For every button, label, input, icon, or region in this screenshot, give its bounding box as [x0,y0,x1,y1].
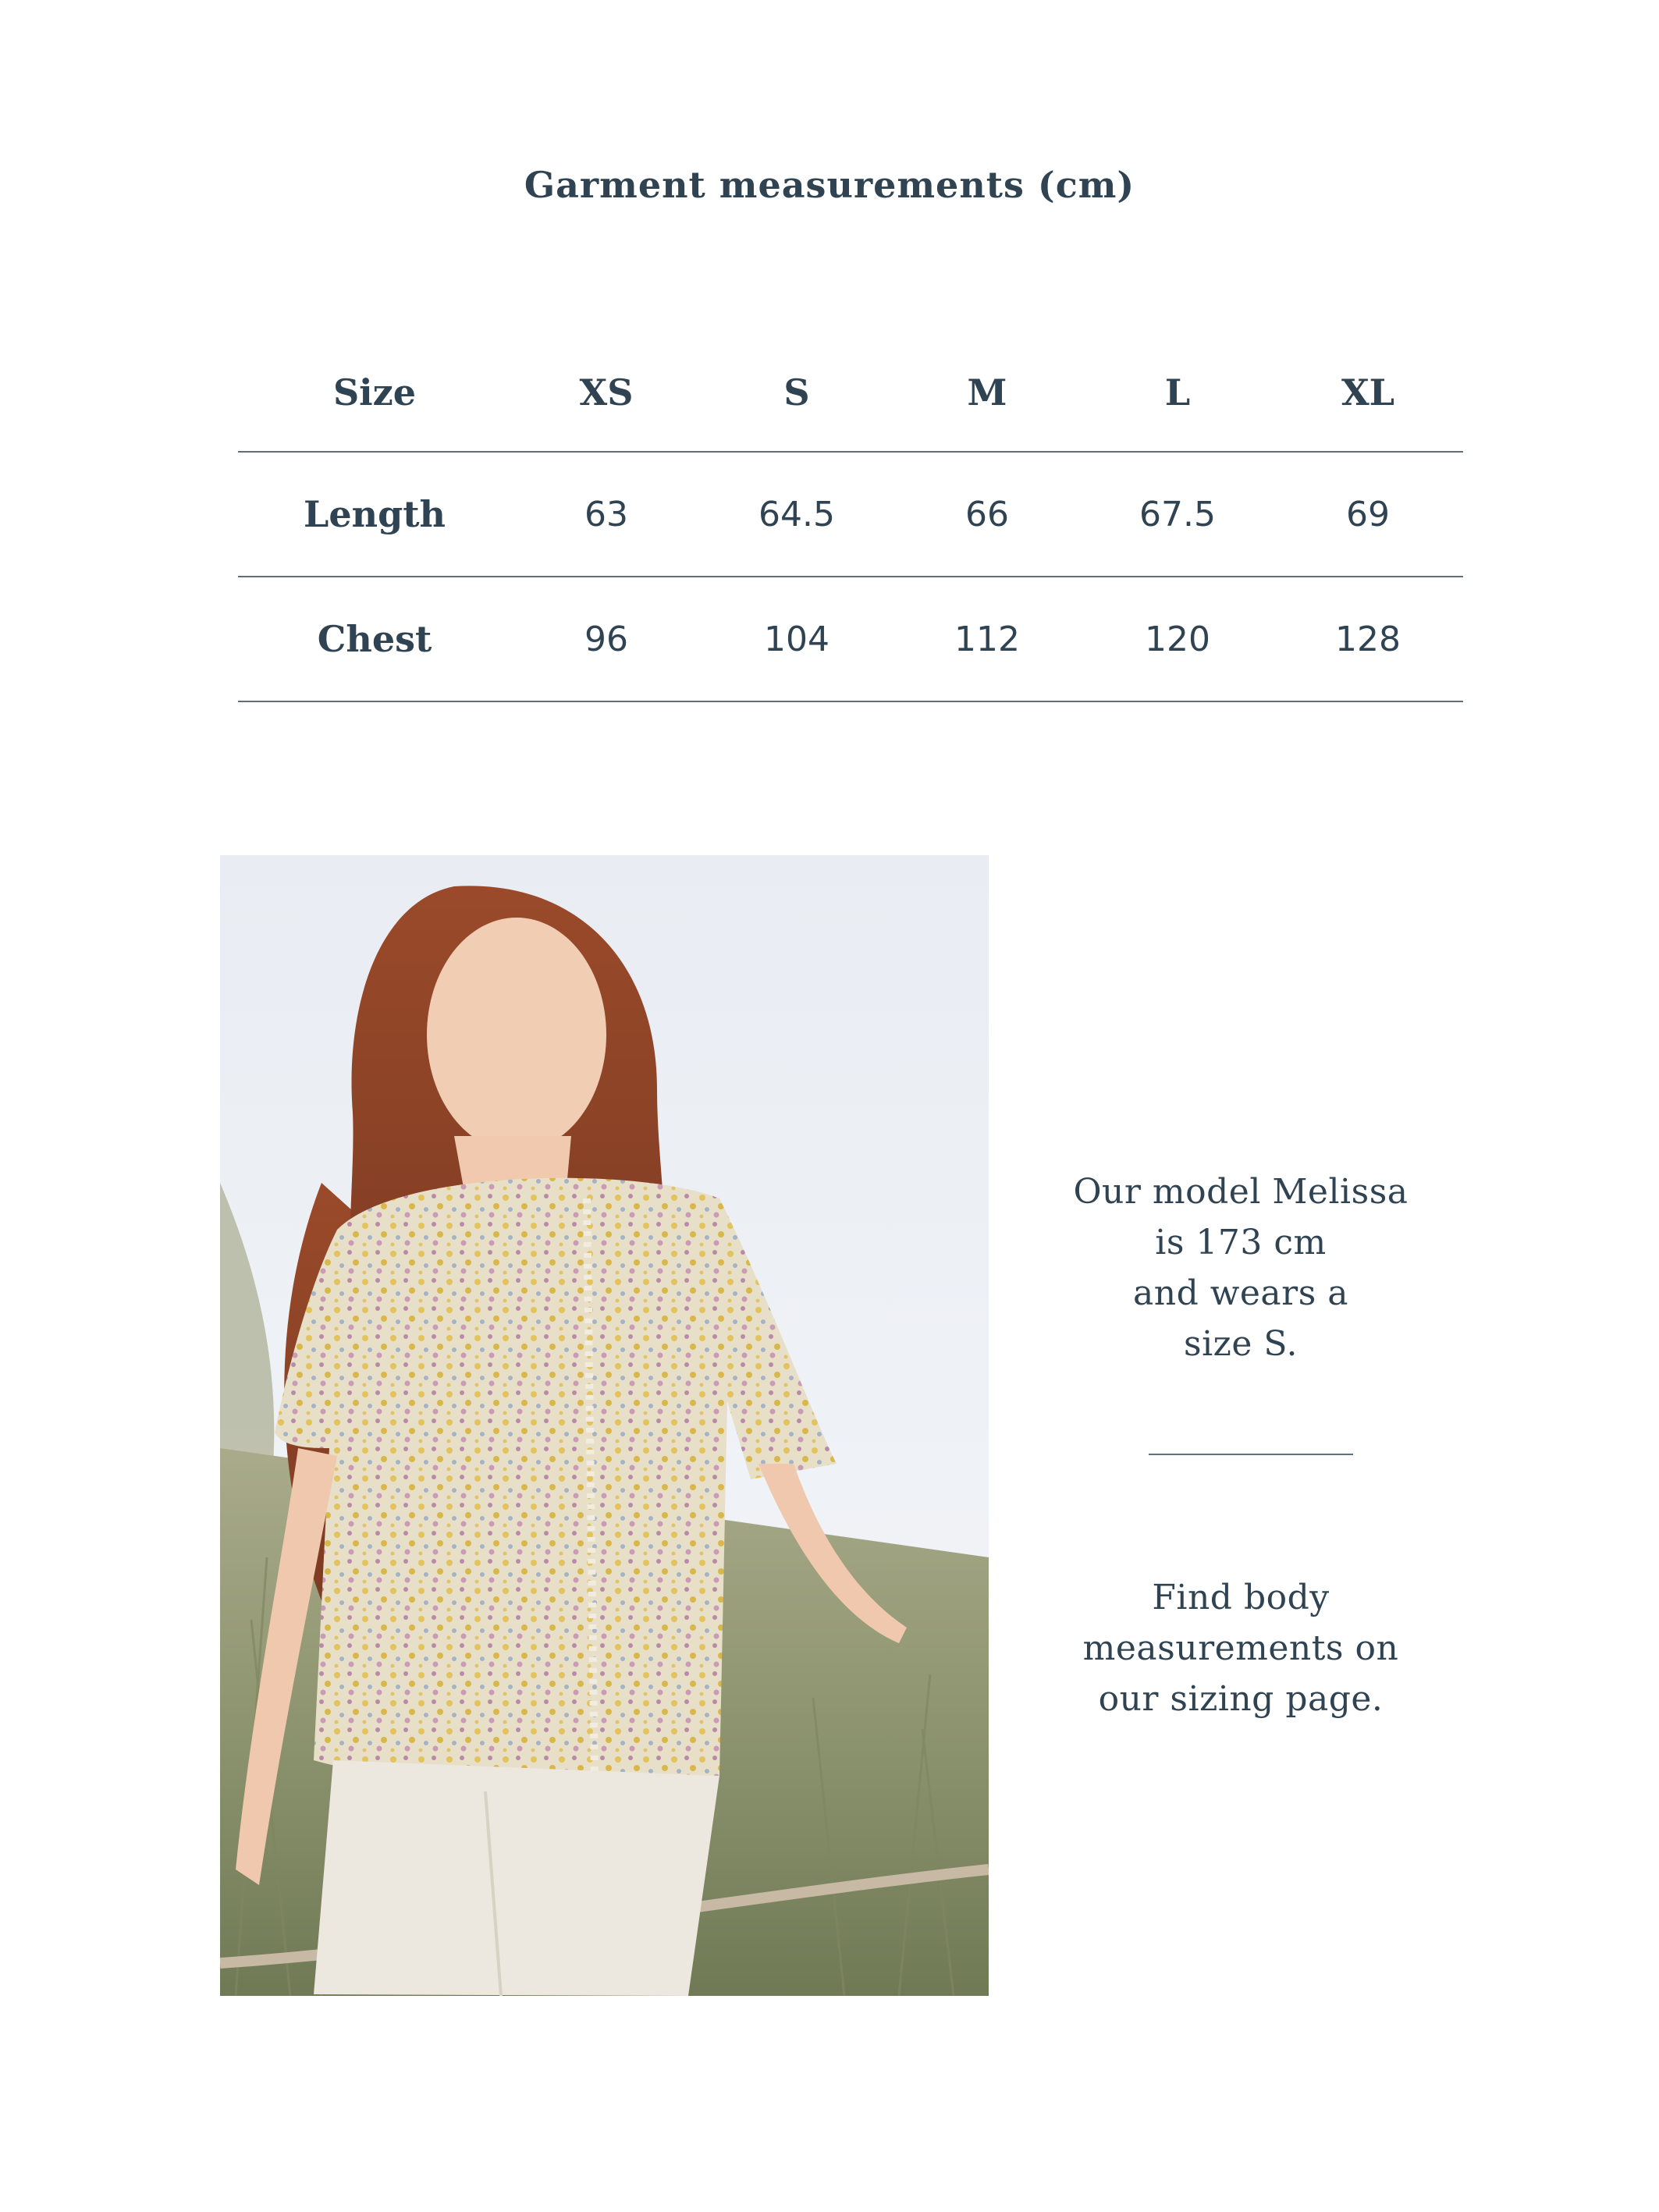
table-cell: 69 [1273,452,1463,577]
table-cell: 63 [511,452,702,577]
table-row [238,452,1463,577]
header-size-xl: XL [1273,328,1463,452]
table-row [238,577,1463,701]
page-title: Garment measurements (cm) [524,164,1135,206]
divider [1149,1454,1353,1455]
header-size-l: L [1082,328,1273,452]
header-size-label: Size [238,328,511,452]
row-label-chest: Chest [238,577,511,701]
table-cell: 64.5 [702,452,892,577]
table-cell: 112 [892,577,1082,701]
sizing-info-line: Find body [1152,1578,1330,1617]
model-info-line: and wears a [1133,1273,1348,1313]
table-cell: 128 [1273,577,1463,701]
model-info-line: size S. [1184,1324,1298,1364]
sizing-info-line: measurements on [1082,1628,1399,1668]
table-cell: 96 [511,577,702,701]
table-cell: 66 [892,452,1082,577]
header-size-s: S [702,328,892,452]
table-header-row [238,328,1463,452]
model-info-line: Our model Melissa [1073,1172,1409,1212]
table-cell: 67.5 [1082,452,1273,577]
size-chart-table [238,328,1463,702]
table-cell: 120 [1082,577,1273,701]
sizing-page-text [1022,1572,1459,1724]
header-size-m: M [892,328,1082,452]
model-photo [220,855,989,1996]
sizing-info-line: our sizing page. [1098,1679,1384,1719]
row-label-length: Length [238,452,511,577]
header-size-xs: XS [511,328,702,452]
model-info-line: is 173 cm [1155,1223,1327,1262]
table-cell: 104 [702,577,892,701]
model-info-text [1022,1166,1459,1369]
